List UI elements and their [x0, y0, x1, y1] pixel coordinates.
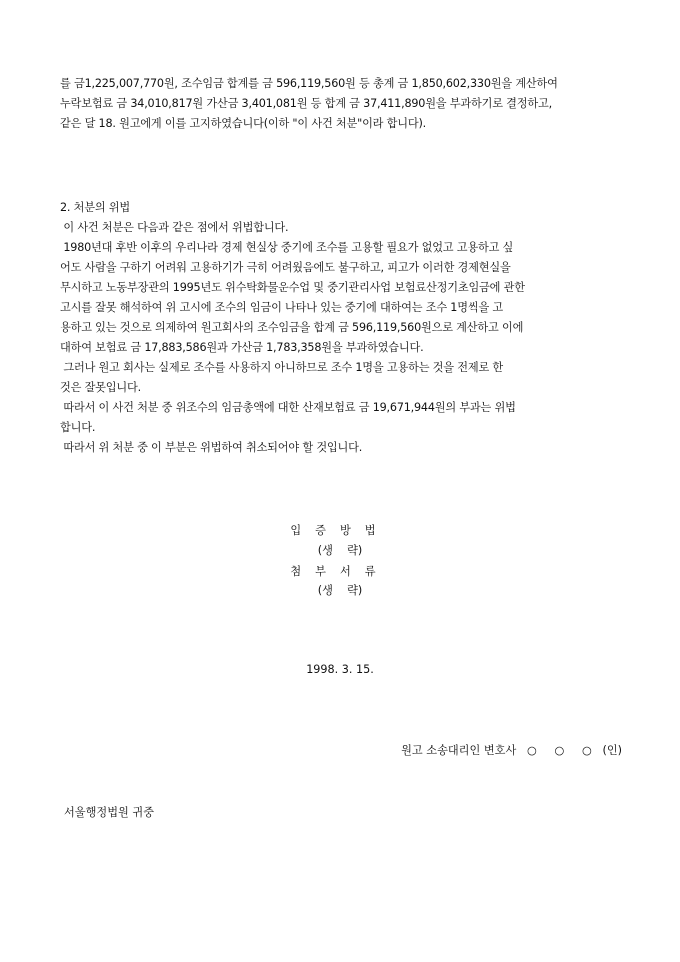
section-line: 합니다.	[60, 421, 96, 434]
attachments-note: (생 략)	[317, 584, 363, 597]
attachments-title: 첨부서류	[290, 565, 390, 578]
evidence-title: 입증방법	[290, 524, 390, 537]
section-heading: 2. 처분의 위법	[60, 201, 131, 214]
section-line: 1980년대 후반 이후의 우리나라 경제 현실상 중기에 조수를 고용할 필요가 없었고 고용하고 싶	[60, 241, 514, 254]
section-line: 따라서 위 처분 중 이 부분은 위법하여 취소되어야 할 것입니다.	[60, 441, 363, 454]
signature-line: 원고 소송대리인 변호사 ○ ○ ○ (인)	[401, 744, 622, 757]
section-2	[60, 198, 622, 458]
section-line: 어도 사람을 구하기 어려워 고용하기가 극히 어려웠음에도 불구하고, 피고가 이러한 경제현실을	[60, 261, 511, 274]
filing-date: 1998. 3. 15.	[306, 663, 374, 676]
section-line: 것은 잘못입니다.	[60, 381, 141, 394]
intro-paragraph	[60, 74, 622, 134]
evidence-note: (생 략)	[317, 544, 363, 557]
section-line: 그러나 원고 회사는 실제로 조수를 사용하지 아니하므로 조수 1명을 고용하는 것을 전제로 한	[60, 361, 504, 374]
section-line: 용하고 있는 것으로 의제하여 원고회사의 조수임금을 합계 금 596,119,560원으로 계산하고 이에	[60, 321, 524, 334]
intro-line: 같은 달 18. 원고에게 이를 고지하였습니다(이하 "이 사건 처분"이라 합니다).	[60, 117, 426, 130]
section-line: 따라서 이 사건 처분 중 위조수의 임금총액에 대한 산재보험료 금 19,671,944원의 부과는 위법	[60, 401, 516, 414]
section-line: 무시하고 노동부장관의 1995년도 위수탁화물운수업 및 중기관리사업 보험료산정기초임금에 관한	[60, 281, 525, 294]
court-addressee: 서울행정법원 귀중	[64, 806, 155, 819]
intro-line: 를 금1,225,007,770원, 조수임금 합계를 금 596,119,560원 등 총계 금 1,850,602,330원을 계산하여	[60, 77, 558, 90]
section-line: 이 사건 처분은 다음과 같은 점에서 위법합니다.	[60, 221, 289, 234]
section-line: 대하여 보험료 금 17,883,586원과 가산금 1,783,358원을 부과하였습니다.	[60, 341, 424, 354]
intro-line: 누락보험료 금 34,010,817원 가산금 3,401,081원 등 합계 금 37,411,890원을 부과하기로 결정하고,	[60, 97, 552, 110]
section-line: 고시를 잘못 해석하여 위 고시에 조수의 임금이 나타나 있는 중기에 대하여는 조수 1명씩을 고	[60, 301, 504, 314]
